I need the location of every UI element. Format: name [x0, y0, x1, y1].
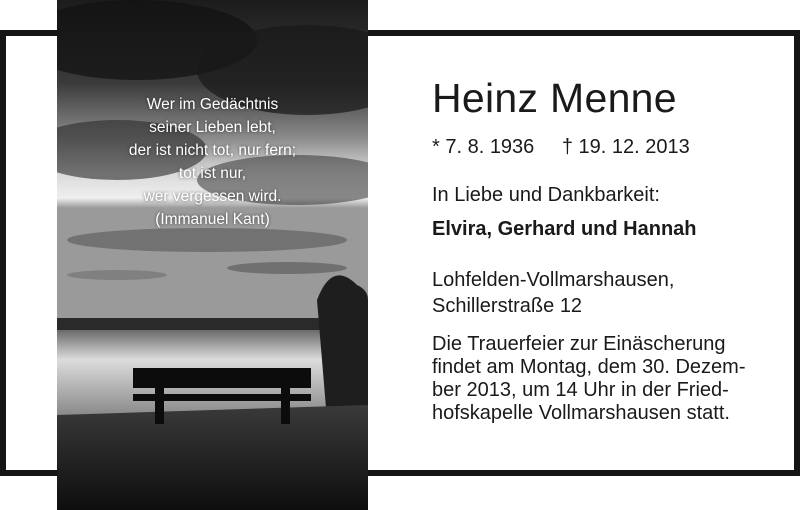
quote-line: wer vergessen wird.	[143, 188, 282, 205]
bench-lake-image	[57, 0, 368, 510]
address-line: Lohfelden-Vollmarshausen,	[432, 269, 675, 291]
quote-line: tot ist nur,	[178, 165, 247, 182]
obituary-text	[432, 74, 772, 425]
memorial-photo	[57, 0, 368, 510]
life-dates	[432, 134, 772, 160]
death-date: † 19. 12. 2013	[561, 136, 690, 158]
deceased-name: Heinz Menne	[432, 75, 677, 121]
address	[432, 267, 772, 319]
family-names: Elvira, Gerhard und Hannah	[432, 218, 697, 240]
service-line: Die Trauerfeier zur Einäscherung	[432, 333, 726, 355]
service-line: hofskapelle Vollmarshausen statt.	[432, 402, 730, 424]
quote-author: (Immanuel Kant)	[155, 211, 270, 228]
quote-line: seiner Lieben lebt,	[149, 119, 276, 136]
thanks-line: In Liebe und Dankbarkeit:	[432, 184, 660, 206]
funeral-service-info	[432, 333, 772, 425]
service-line: ber 2013, um 14 Uhr in der Fried-	[432, 379, 729, 401]
memorial-quote	[57, 93, 368, 231]
quote-line: Wer im Gedächtnis	[146, 96, 279, 113]
address-line: Schillerstraße 12	[432, 295, 583, 317]
quote-line: der ist nicht tot, nur fern;	[128, 142, 297, 159]
birth-date: * 7. 8. 1936	[432, 136, 535, 158]
service-line: findet am Montag, dem 30. Dezem-	[432, 356, 746, 378]
